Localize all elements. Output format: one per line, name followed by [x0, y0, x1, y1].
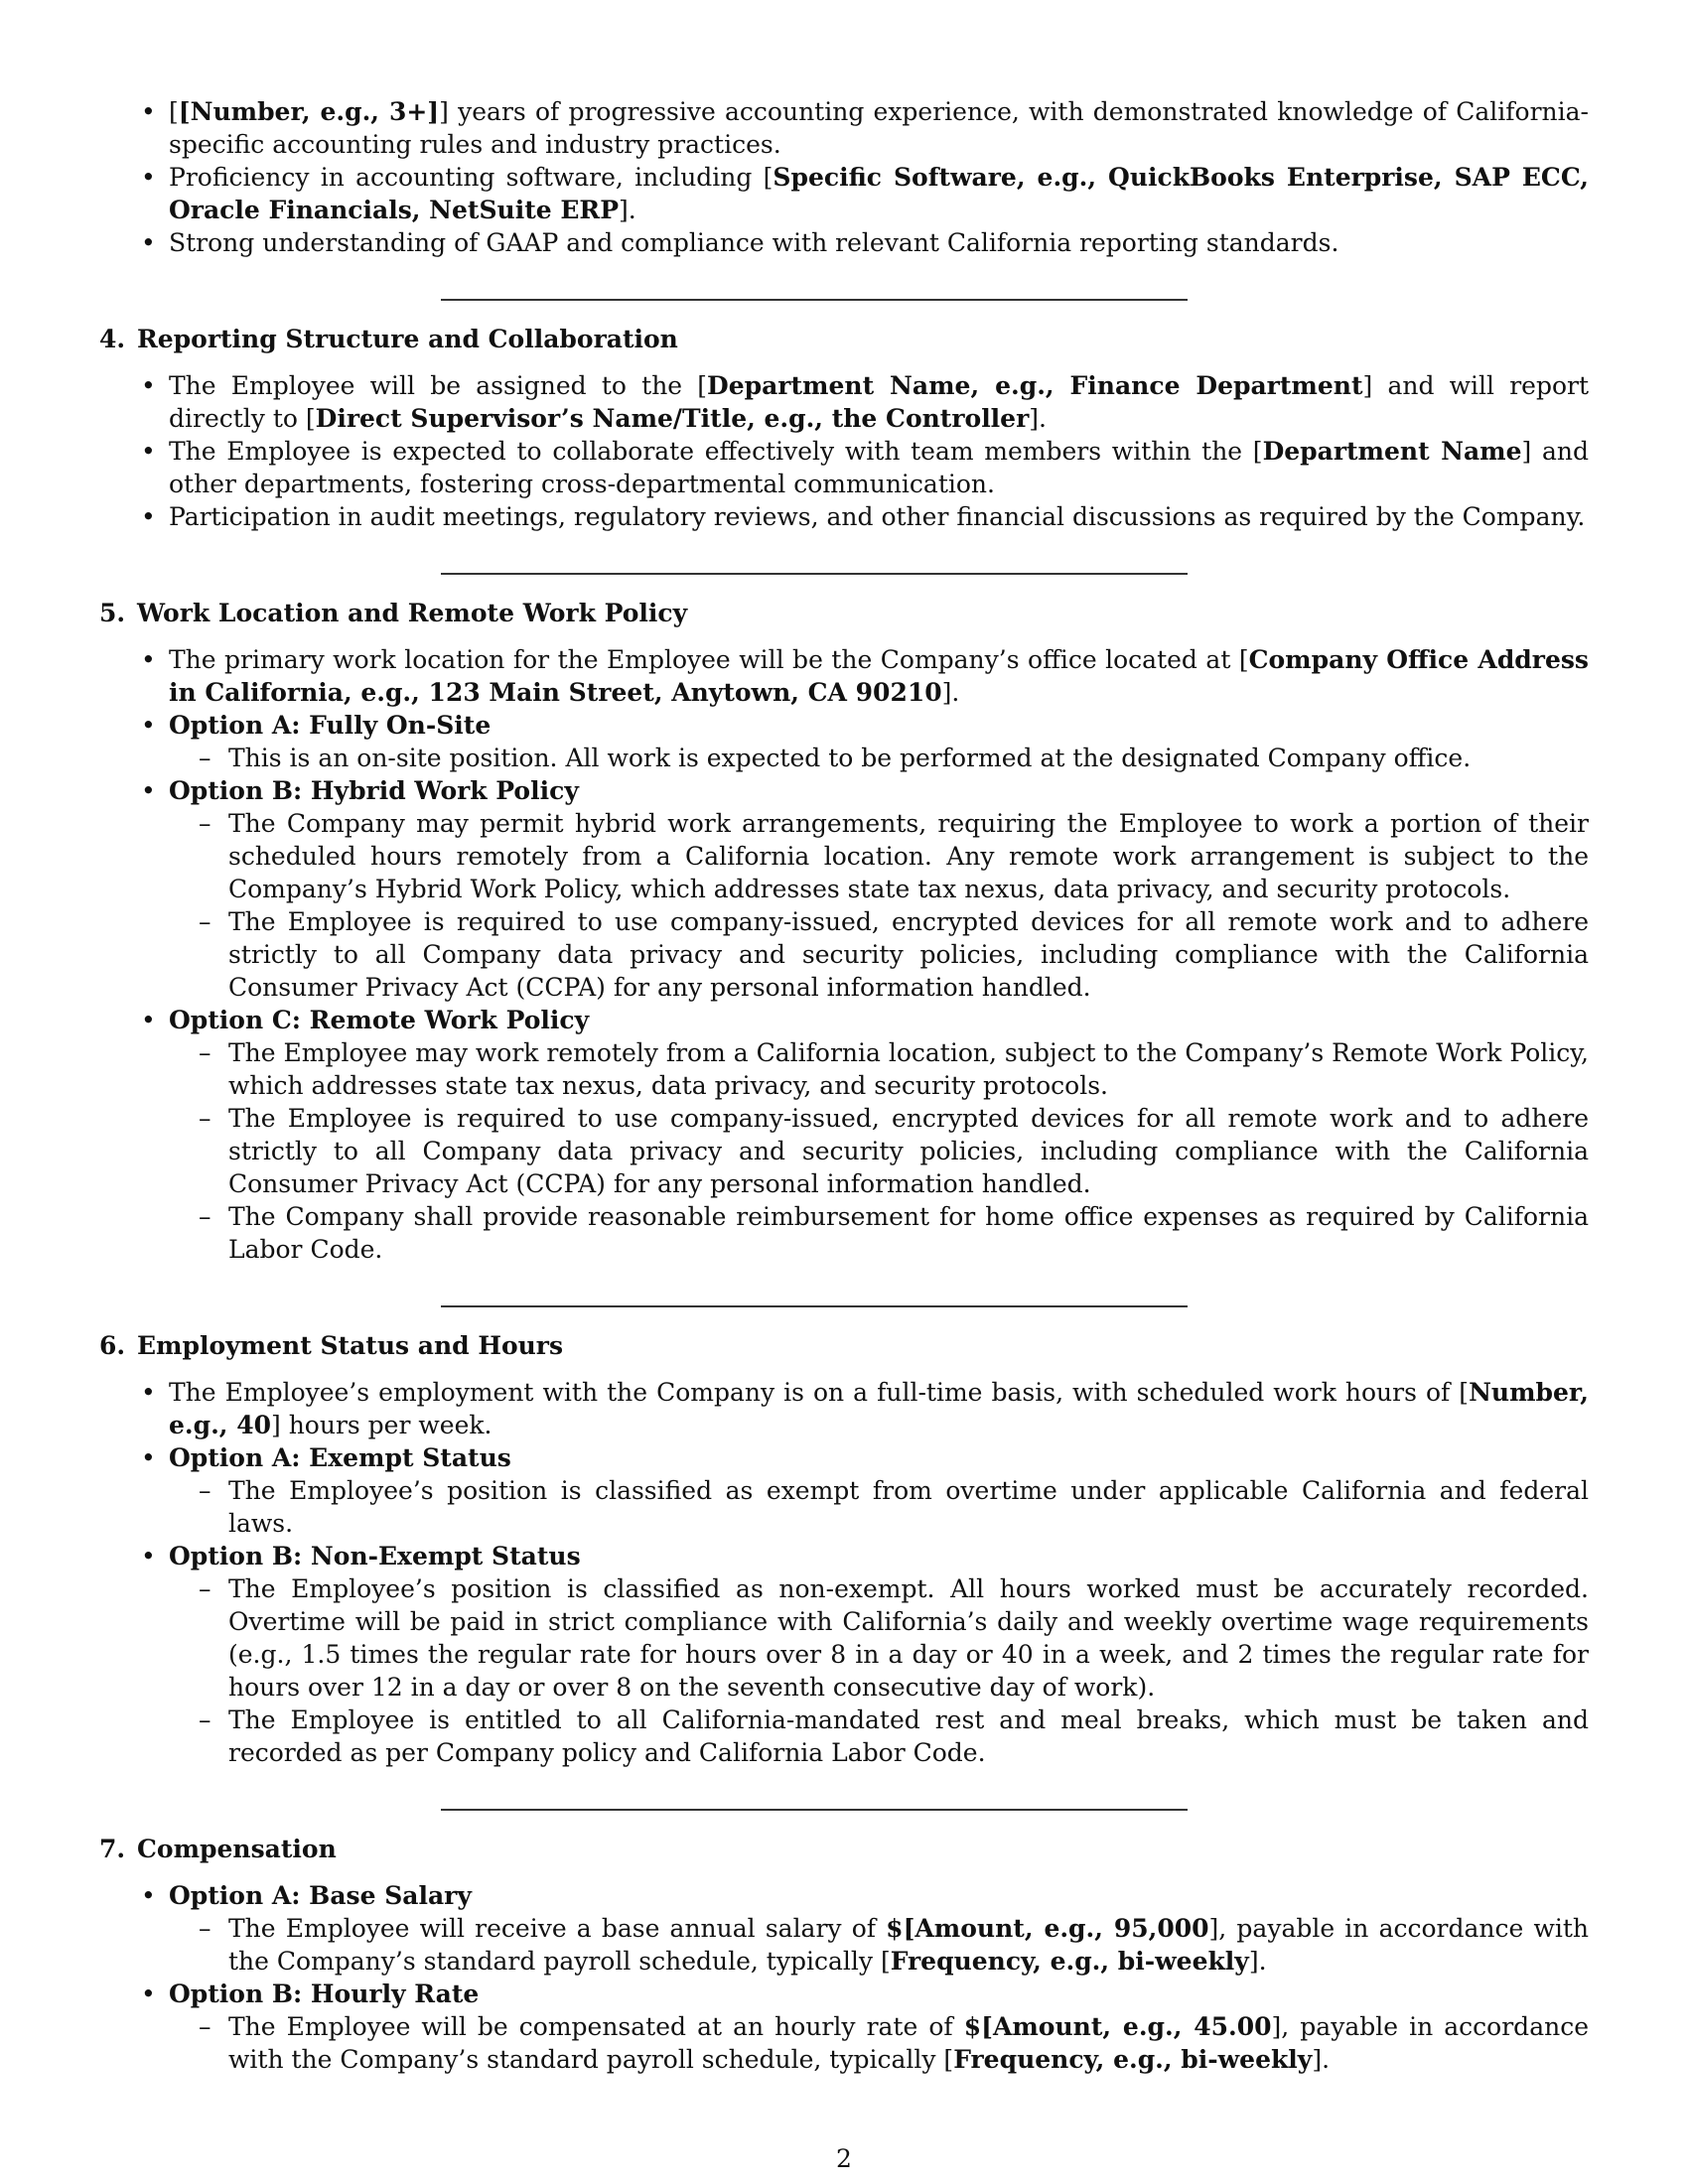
sub-list-item: – This is an on-site position. All work is expected to be performed at the designated Company office.	[228, 742, 1589, 774]
section-divider	[441, 1305, 1188, 1307]
section-6-list	[99, 1376, 1589, 1769]
list-item: • The Employee is expected to collaborate effectively with team members within the [Department Name] and other departments, fostering cross-departmental communication.	[169, 435, 1589, 500]
section-4-list	[99, 369, 1589, 533]
sub-list-item: – The Employee’s position is classified as non-exempt. All hours worked must be accurately recorded. Overtime will be paid in strict compliance with California’s daily and weekly overtime wage requirements (e.g., 1.5 times the regular rate for hours over 8 in a day or 40 in a week, and 2 times the regular rate for hours over 12 in a day or over 8 on the seventh consecutive day of work).	[228, 1572, 1589, 1704]
qualifications-list	[99, 95, 1589, 259]
section-divider	[441, 299, 1188, 301]
list-item: • Option A: Exempt Status – The Employee’s position is classified as exempt from overtime under applicable California and federal laws.	[169, 1441, 1589, 1540]
page-number: 2	[836, 2144, 852, 2173]
section-7-heading: 7. Compensation	[99, 1835, 337, 1863]
list-item: • The primary work location for the Employee will be the Company’s office located at [Company Office Address in California, e.g., 123 Main Street, Anytown, CA 90210].	[169, 643, 1589, 709]
sub-list-item: – The Employee’s position is classified as exempt from overtime under applicable California and federal laws.	[228, 1474, 1589, 1540]
sub-list-item: – The Employee will be compensated at an hourly rate of $[Amount, e.g., 45.00], payable in accordance with the Company’s standard payroll schedule, typically [Frequency, e.g., bi-weekly].	[228, 2010, 1589, 2076]
section-5-list	[99, 643, 1589, 1266]
list-item: • Option B: Hourly Rate – The Employee will be compensated at an hourly rate of $[Amount, e.g., 45.00], payable in accordance with the Company’s standard payroll schedule, typically [Frequency, e.g., bi-weekly].	[169, 1978, 1589, 2076]
sub-list-item: – The Employee is required to use company-issued, encrypted devices for all remote work and to adhere strictly to all Company data privacy and security policies, including compliance with the California Consumer Privacy Act (CCPA) for any personal information handled.	[228, 905, 1589, 1004]
list-item: • Option A: Fully On-Site – This is an on-site position. All work is expected to be performed at the designated Company office.	[169, 709, 1589, 774]
list-item: • Strong understanding of GAAP and compliance with relevant California reporting standards.	[169, 226, 1589, 259]
section-divider	[441, 1809, 1188, 1811]
list-item: • Option C: Remote Work Policy – The Employee may work remotely from a California location, subject to the Company’s Remote Work Policy, which addresses state tax nexus, data privacy, and security protocols. – The Employee is required to use company-issued, encrypted devices for all remote work and to adhere strictly to all Company data privacy and security policies, including compliance with the California Consumer Privacy Act (CCPA) for any personal information handled. – The Company shall provide reasonable reimbursement for home office expenses as required by California Labor Code.	[169, 1004, 1589, 1266]
document-page	[99, 95, 1589, 2076]
section-6-heading: 6. Employment Status and Hours	[99, 1331, 564, 1360]
sub-list-item: – The Employee will receive a base annual salary of $[Amount, e.g., 95,000], payable in accordance with the Company’s standard payroll schedule, typically [Frequency, e.g., bi-weekly].	[228, 1912, 1589, 1978]
list-item: • Participation in audit meetings, regulatory reviews, and other financial discussions as required by the Company.	[169, 500, 1589, 533]
list-item: • Option A: Base Salary – The Employee will receive a base annual salary of $[Amount, e.g., 95,000], payable in accordance with the Company’s standard payroll schedule, typically [Frequency, e.g., bi-weekly].	[169, 1879, 1589, 1978]
section-divider	[441, 573, 1188, 575]
sub-list-item: – The Employee is entitled to all California-mandated rest and meal breaks, which must be taken and recorded as per Company policy and California Labor Code.	[228, 1704, 1589, 1769]
list-item: • The Employee’s employment with the Company is on a full-time basis, with scheduled work hours of [Number, e.g., 40] hours per week.	[169, 1376, 1589, 1441]
list-item: • Option B: Non-Exempt Status – The Employee’s position is classified as non-exempt. All hours worked must be accurately recorded. Overtime will be paid in strict compliance with California’s daily and weekly overtime wage requirements (e.g., 1.5 times the regular rate for hours over 8 in a day or 40 in a week, and 2 times the regular rate for hours over 12 in a day or over 8 on the seventh consecutive day of work). – The Employee is entitled to all California-mandated rest and meal breaks, which must be taken and recorded as per Company policy and California Labor Code.	[169, 1540, 1589, 1769]
section-7-list	[99, 1879, 1589, 2076]
list-item: • The Employee will be assigned to the [Department Name, e.g., Finance Department] and will report directly to [Direct Supervisor’s Name/Title, e.g., the Controller].	[169, 369, 1589, 435]
section-5-heading: 5. Work Location and Remote Work Policy	[99, 599, 688, 627]
list-item: • [[Number, e.g., 3+]] years of progressive accounting experience, with demonstrated knowledge of California-specific accounting rules and industry practices.	[169, 95, 1589, 161]
sub-list-item: – The Company may permit hybrid work arrangements, requiring the Employee to work a portion of their scheduled hours remotely from a California location. Any remote work arrangement is subject to the Company’s Hybrid Work Policy, which addresses state tax nexus, data privacy, and security protocols.	[228, 807, 1589, 905]
sub-list-item: – The Employee may work remotely from a California location, subject to the Company’s Remote Work Policy, which addresses state tax nexus, data privacy, and security protocols.	[228, 1036, 1589, 1102]
list-item: • Proficiency in accounting software, including [Specific Software, e.g., QuickBooks Enterprise, SAP ECC, Oracle Financials, NetSuite ERP].	[169, 161, 1589, 226]
sub-list-item: – The Company shall provide reasonable reimbursement for home office expenses as required by California Labor Code.	[228, 1200, 1589, 1266]
section-4-heading: 4. Reporting Structure and Collaboration	[99, 325, 678, 353]
sub-list-item: – The Employee is required to use company-issued, encrypted devices for all remote work and to adhere strictly to all Company data privacy and security policies, including compliance with the California Consumer Privacy Act (CCPA) for any personal information handled.	[228, 1102, 1589, 1200]
list-item: • Option B: Hybrid Work Policy – The Company may permit hybrid work arrangements, requiring the Employee to work a portion of their scheduled hours remotely from a California location. Any remote work arrangement is subject to the Company’s Hybrid Work Policy, which addresses state tax nexus, data privacy, and security protocols. – The Employee is required to use company-issued, encrypted devices for all remote work and to adhere strictly to all Company data privacy and security policies, including compliance with the California Consumer Privacy Act (CCPA) for any personal information handled.	[169, 774, 1589, 1004]
